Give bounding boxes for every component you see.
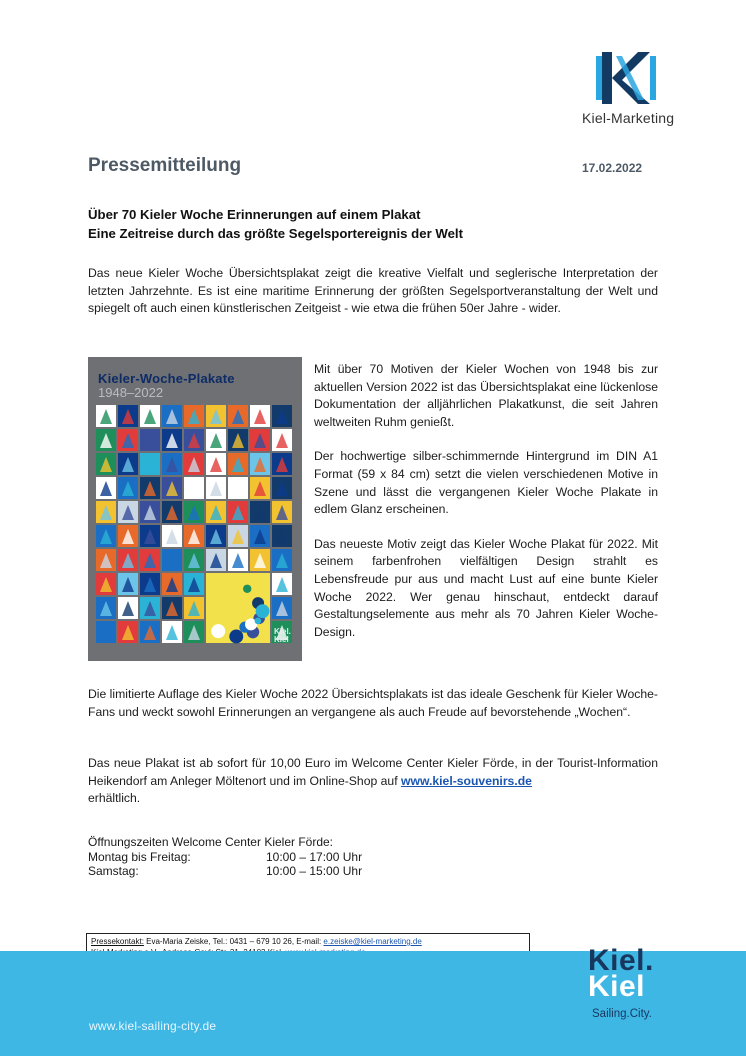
shop-link[interactable]: www.kiel-souvenirs.de <box>401 773 532 788</box>
poster-2022-shape <box>243 585 251 593</box>
poster-kiel-mark-1: Kiel. <box>274 627 291 636</box>
poster-image <box>88 357 302 661</box>
headline <box>88 205 463 243</box>
paragraph-motifs: Mit über 70 Motiven der Kieler Wochen von 1948 bis zur aktuellen Version 2022 ist das Übersichtsplakat eine lückenlose Dokumentation der alljährlichen Plakatkunst, die seit Jahren weltweiten Ruhm genießt. <box>314 362 658 429</box>
km-logo-icon <box>592 50 662 108</box>
shop-tail: erhältlich. <box>88 791 141 806</box>
headline-line-1: Über 70 Kieler Woche Erinnerungen auf einem Plakat <box>88 207 421 222</box>
headline-line-2: Eine Zeitreise durch das größte Segelsportereignis der Welt <box>88 226 463 241</box>
shop-paragraph <box>88 755 658 808</box>
poster-2022-shape <box>256 604 270 618</box>
poster-2022-shape <box>255 618 262 625</box>
logo-kiel-white: Kiel <box>588 970 646 1003</box>
hours-title: Öffnungszeiten Welcome Center Kieler Förde: <box>88 835 334 849</box>
contact-label: Pressekontakt: <box>91 937 144 946</box>
hours-label: Montag bis Freitag: <box>88 849 191 864</box>
poster-kiel-mark-2: Kiel <box>274 635 289 644</box>
contact-line-1: Eva-Maria Zeiske, Tel.: 0431 – 679 10 26, E-mail: <box>143 937 324 946</box>
intro-paragraph: Das neue Kieler Woche Übersichtsplakat zeigt die kreative Vielfalt und seglerische Interpretation der letzten Jahrzehnte. Es ist eine maritime Erinnerung der größten Segelsportveranstaltung der Welt und spiegelt oft auch einen künstlerischen Zeitgeist - wie etwa die frühen 50er Jahre - wider. <box>88 266 658 316</box>
poster-years: 1948–2022 <box>98 385 164 400</box>
kiel-sailing-city-logo <box>588 944 678 1020</box>
gift-paragraph: Die limitierte Auflage des Kieler Woche 2022 Übersichtsplakats ist das ideale Geschenk für Kieler Woche-Fans und weckt sowohl Erinnerungen an vergangene als auch Freude auf bevorstehende „Wochen“. <box>88 687 658 719</box>
hours-label: Samstag: <box>88 864 139 878</box>
hours-row <box>88 864 362 879</box>
poster-2022-shape <box>229 629 243 643</box>
paragraph-newest: Das neueste Motiv zeigt das Kieler Woche Plakat für 2022. Mit seinem farbenfrohen vielfältigen Design strahlt es Lebensfreude pur aus und macht Lust auf eine bunte Kieler Woche 2022. Wer genau hinschaut, entdeckt darauf Gestaltungselemente aus mehr als 70 Jahren Kieler Woche-Design. <box>314 536 658 639</box>
footer-url[interactable]: www.kiel-sailing-city.de <box>89 1019 217 1033</box>
press-release-title: Pressemitteilung <box>88 155 242 176</box>
hours-row <box>88 850 362 865</box>
brand-name: Kiel-Marketing <box>582 110 675 126</box>
right-column <box>314 361 658 658</box>
hours-time: 10:00 – 17:00 Uhr <box>266 849 363 864</box>
shop-text: Das neue Plakat ist ab sofort für 10,00 Euro im Welcome Center Kieler Förde, in der Tourist-Information Heikendorf am Anleger Möltenort und im Online-Shop auf <box>88 756 658 788</box>
contact-email-link[interactable]: e.zeiske@kiel-marketing.de <box>323 937 422 946</box>
poster-kiel-mark <box>274 628 291 644</box>
poster-tiles <box>88 357 302 661</box>
opening-hours <box>88 835 362 879</box>
hours-time: 10:00 – 15:00 Uhr <box>266 864 363 878</box>
poster-title: Kieler-Woche-Plakate <box>98 371 235 386</box>
logo-kiel-dark: Kiel. <box>588 944 654 977</box>
paragraph-format: Der hochwertige silber-schimmernde Hintergrund im DIN A1 Format (59 x 84 cm) setzt die vielen verschiedenen Motive in Szene und lässt die vergangenen Kieler Woche Plakate in edlem Glanz erscheinen. <box>314 449 658 517</box>
logo-tagline: Sailing.City. <box>592 1008 652 1020</box>
kiel-marketing-logo <box>582 50 682 126</box>
release-date: 17.02.2022 <box>582 161 643 175</box>
poster-2022-shape <box>211 624 225 638</box>
